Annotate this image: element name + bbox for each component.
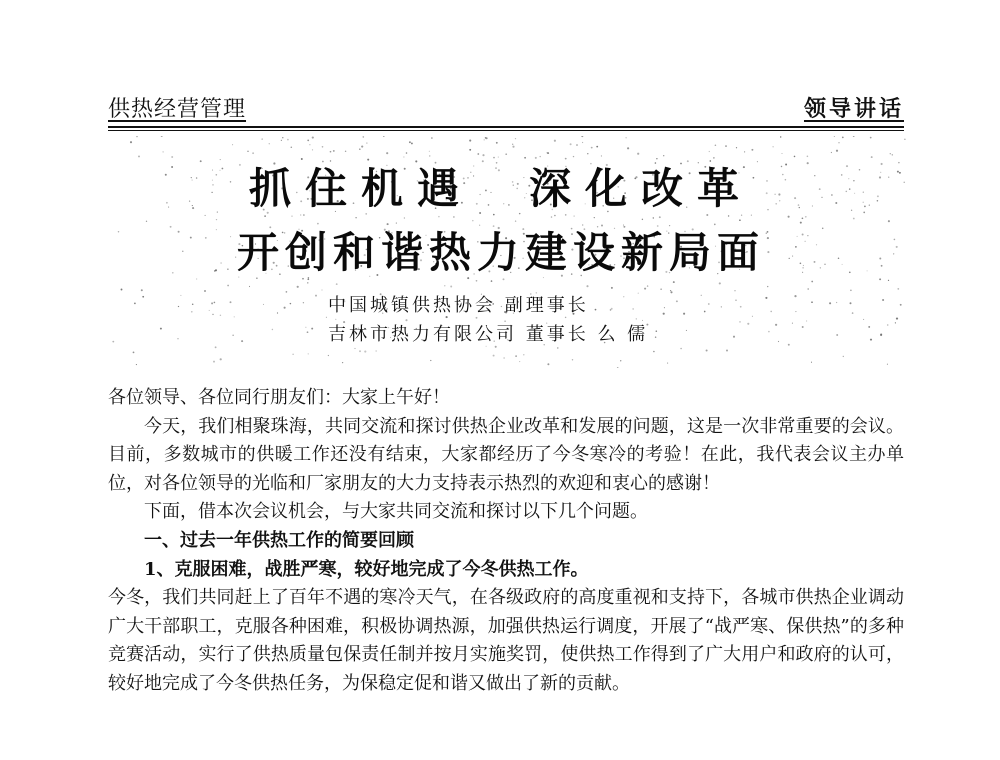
greeting: 各位领导、各位同行朋友们：大家上午好！	[108, 387, 450, 408]
section-heading: 一、过去一年供热工作的简要回顾	[144, 529, 414, 551]
article-title-line-2: 开创和谐热力建设新局面	[236, 228, 765, 277]
journal-section-title: 供热经营管理	[108, 97, 247, 122]
paragraph: 今冬，我们共同赶上了百年不遇的寒冷天气，在各级政府的高度重视和支持下，各城市供热企业调动广大干部职工，克服各种困难，积极协调热源，加强供热运行调度，开展了“战严寒、保供热”的多种竞赛活动，实行了供热质量包保责任制并按月实施奖罚，使供热工作得到了广大用户和政府的认可，较好地完成了今冬供热任务，为保稳定促和谐又做出了新的贡献。	[108, 587, 904, 694]
article-body	[108, 384, 904, 699]
subsection-heading: 1、克服困难，战胜严寒，较好地完成了今冬供热工作。	[144, 558, 589, 580]
author-affiliation-2: 吉林市热力有限公司 董事长 么 儒	[328, 324, 649, 345]
running-header	[108, 92, 904, 124]
paragraph: 今天，我们相聚珠海，共同交流和探讨供热企业改革和发展的问题，这是一次非常重要的会议。目前，多数城市的供暖工作还没有结束，大家都经历了今冬寒冷的考验！在此，我代表会议主办单位，对各位领导的光临和厂家朋友的大力支持表示热烈的欢迎和衷心的感谢！	[108, 415, 904, 494]
title-block	[96, 136, 906, 368]
article-title-line-1: 抓住机遇 深化改革	[248, 164, 753, 213]
column-title: 领导讲话	[803, 97, 904, 122]
paragraph: 下面，借本次会议机会，与大家共同交流和探讨以下几个问题。	[144, 501, 648, 523]
header-rule	[108, 126, 904, 131]
author-affiliation-1: 中国城镇供热协会 副理事长	[328, 295, 589, 316]
